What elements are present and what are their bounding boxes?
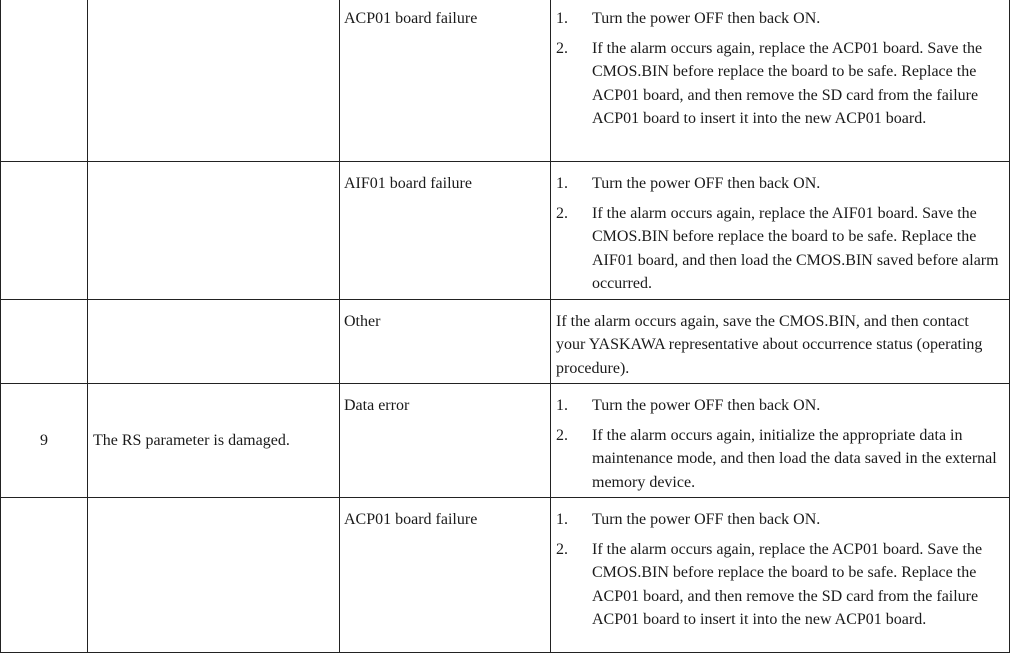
- table-row: [1, 299, 1010, 384]
- cause-cell: Data error: [340, 384, 551, 498]
- remedy-steps: [556, 508, 1001, 632]
- remedy-steps: [556, 172, 1001, 296]
- remedy-cell: [551, 299, 1010, 384]
- step-text: If the alarm occurs again, replace the ACP01 board. Save the CMOS.BIN before replace the board to be safe. Replace the ACP01 board, and then remove the SD card from the failure ACP01 board to insert it into the new ACP01 board.: [592, 39, 983, 127]
- step-number: 1.: [556, 10, 568, 27]
- step-text: Turn the power OFF then back ON.: [592, 511, 821, 528]
- remedy-cell: [551, 162, 1010, 300]
- cause-cell: Other: [340, 299, 551, 384]
- remedy-cell: [551, 0, 1010, 162]
- remedy-step: [556, 394, 1001, 418]
- remedy-step: [556, 202, 1001, 296]
- remedy-cell: [551, 498, 1010, 653]
- table-row: [1, 162, 1010, 300]
- remedy-steps: [556, 7, 1001, 131]
- remedy-text: If the alarm occurs again, save the CMOS.BIN, and then contact your YASKAWA representative about occurrence status (operating procedure).: [556, 312, 983, 377]
- cause-cell: AIF01 board failure: [340, 162, 551, 300]
- step-number: 1.: [556, 397, 568, 414]
- alarm-number-cell: 9: [1, 384, 88, 498]
- remedy-cell: [551, 384, 1010, 498]
- step-number: 2.: [556, 540, 568, 558]
- step-number: 2.: [556, 426, 568, 444]
- remedy-step: [556, 538, 1001, 632]
- alarm-number-cell: [1, 498, 88, 653]
- step-number: 2.: [556, 204, 568, 222]
- step-text: Turn the power OFF then back ON.: [592, 175, 821, 192]
- step-text: If the alarm occurs again, replace the ACP01 board. Save the CMOS.BIN before replace the board to be safe. Replace the ACP01 board, and then remove the SD card from the failure ACP01 board to insert it into the new ACP01 board.: [592, 540, 983, 628]
- remedy-steps: [556, 394, 1001, 494]
- alarm-number-cell: [1, 299, 88, 384]
- alarm-number-cell: [1, 0, 88, 162]
- alarm-description-cell: [88, 498, 340, 653]
- step-number: 1.: [556, 511, 568, 528]
- remedy-step: [556, 7, 1001, 31]
- table-row: [1, 498, 1010, 653]
- alarm-description-cell: [88, 299, 340, 384]
- step-text: Turn the power OFF then back ON.: [592, 397, 821, 414]
- cause-cell: ACP01 board failure: [340, 498, 551, 653]
- table-row: [1, 384, 1010, 498]
- remedy-step: [556, 172, 1001, 196]
- step-text: If the alarm occurs again, initialize the appropriate data in maintenance mode, and then load the data saved in the external memory device.: [592, 426, 997, 491]
- step-text: Turn the power OFF then back ON.: [592, 10, 821, 27]
- alarm-description-cell: [88, 0, 340, 162]
- alarm-number-cell: [1, 162, 88, 300]
- remedy-step: [556, 37, 1001, 131]
- cause-cell: ACP01 board failure: [340, 0, 551, 162]
- step-number: 2.: [556, 39, 568, 57]
- step-number: 1.: [556, 175, 568, 192]
- remedy-step: [556, 508, 1001, 532]
- alarm-description-cell: The RS parameter is damaged.: [88, 384, 340, 498]
- remedy-step: [556, 424, 1001, 495]
- step-text: If the alarm occurs again, replace the AIF01 board. Save the CMOS.BIN before replace the board to be safe. Replace the AIF01 board, and then load the CMOS.BIN saved before alarm occurred.: [592, 204, 999, 292]
- table-row: [1, 0, 1010, 162]
- alarm-description-cell: [88, 162, 340, 300]
